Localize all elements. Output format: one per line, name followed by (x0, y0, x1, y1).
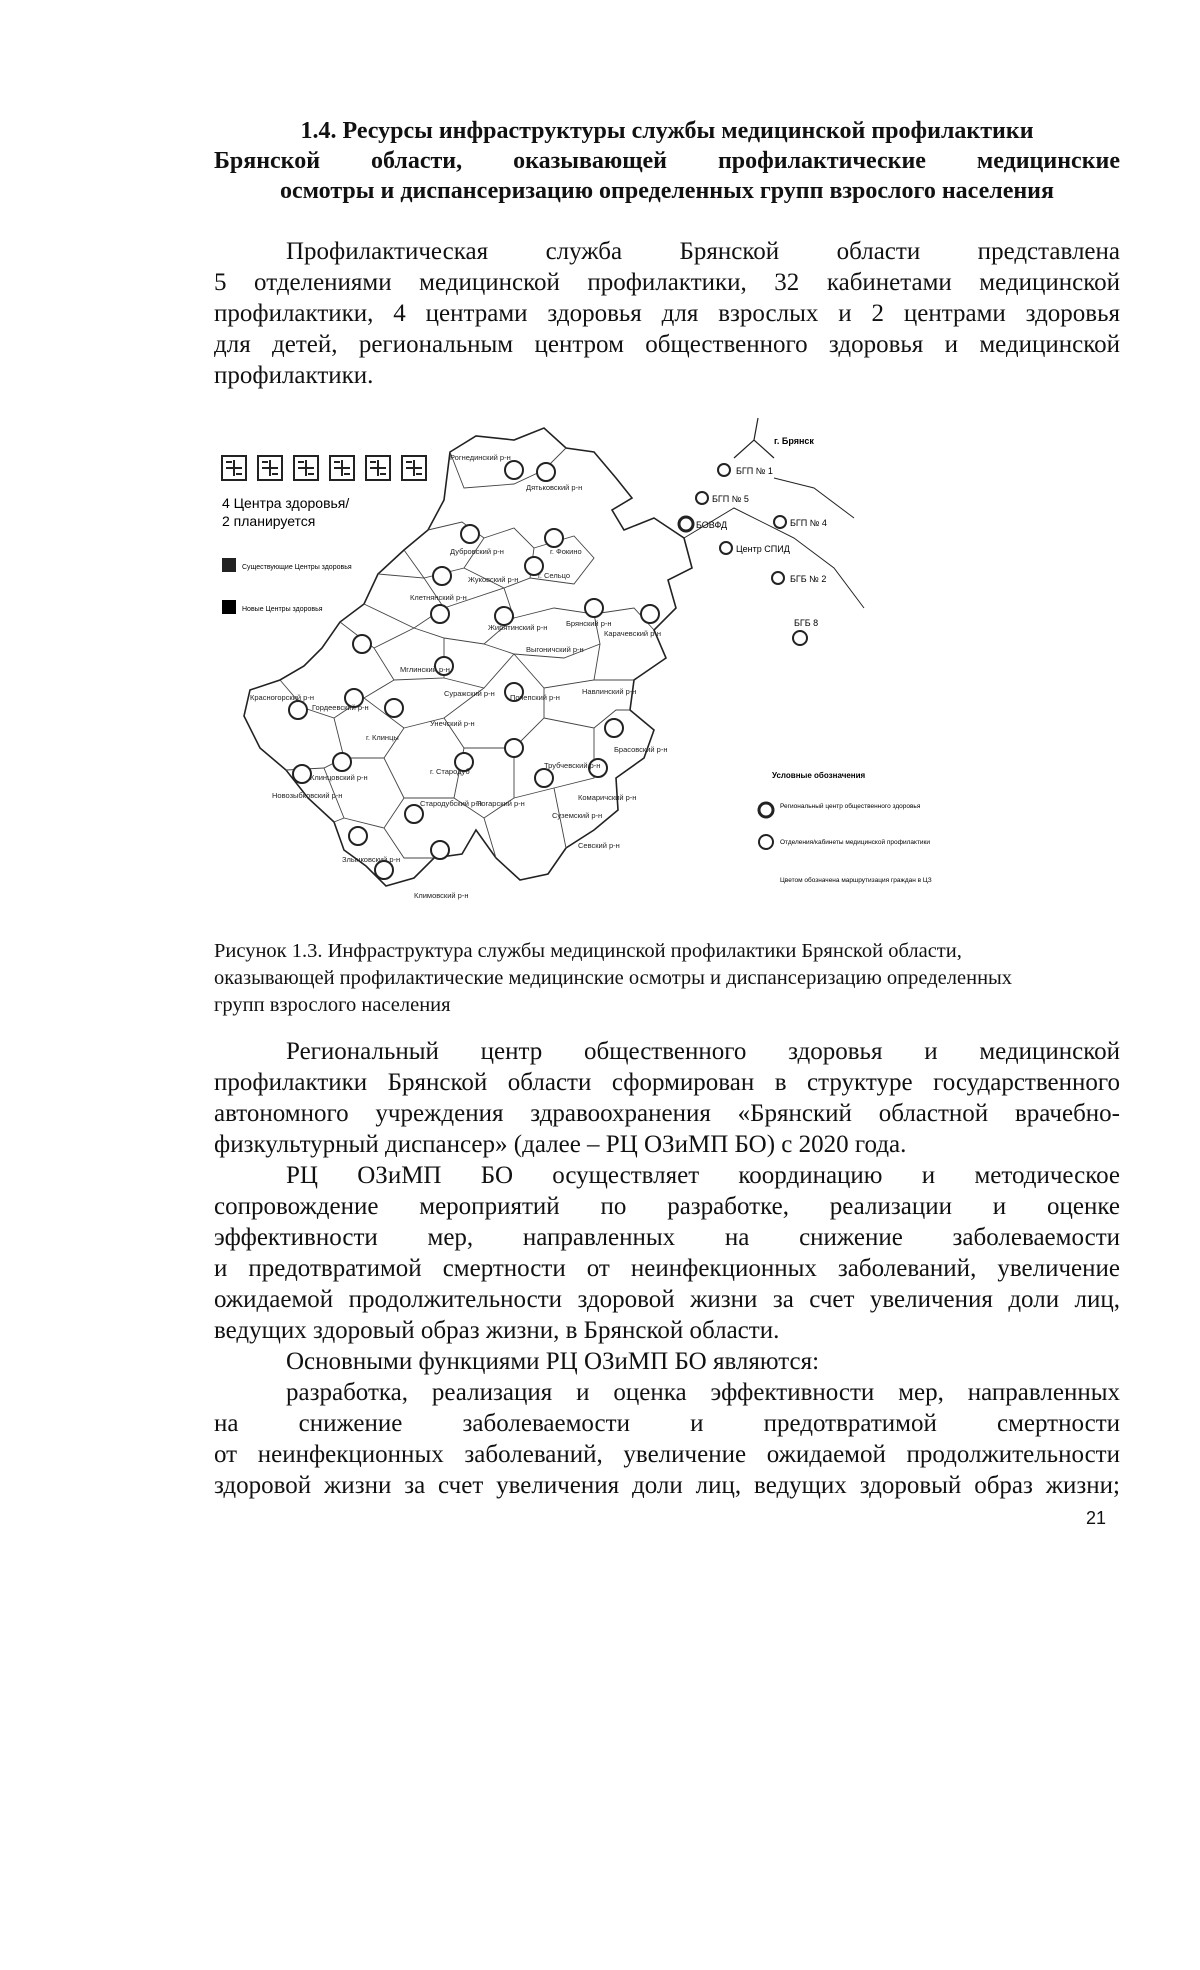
caption-line: Рисунок 1.3. Инфраструктура службы медицинской профилактики Брянской области, (214, 940, 962, 962)
district-label: Новозыбковский р-н (272, 791, 343, 800)
district-label: Дятьковский р-н (526, 483, 583, 492)
district-label: г. Стародуб (430, 767, 470, 776)
district-label: Клетнянский р-н (410, 593, 467, 602)
district-label: Рогнединский р-н (450, 453, 511, 462)
text-line: эффективности мер, направленных на снижение заболеваемости (214, 1224, 1120, 1251)
paragraph-functions-intro (214, 1346, 1120, 1377)
text-line: РЦ ОЗиМП БО осуществляет координацию и методическое (286, 1162, 1120, 1189)
district-label: Трубчевский р-н (544, 761, 601, 770)
district-label: Дубровский р-н (450, 547, 504, 556)
district-label: Гордеевский р-н (312, 703, 369, 712)
district-label: Суземский р-н (552, 811, 603, 820)
bryansk-city-inset (679, 418, 864, 645)
city-label: г. Брянск (774, 436, 814, 446)
map-legend (759, 771, 932, 884)
paragraph-center (214, 1036, 1120, 1160)
text-line: ведущих здоровый образ жизни, в Брянской области. (214, 1317, 780, 1344)
district-label: Комаричский р-н (578, 793, 637, 802)
figure-caption (214, 938, 1120, 1019)
city-facility: БГП № 5 (712, 494, 749, 504)
district-label: Суражский р-н (444, 689, 495, 698)
district-label: г. Клинцы (366, 733, 399, 742)
text-line: от неинфекционных заболеваний, увеличение ожидаемой продолжительности (214, 1441, 1120, 1468)
city-facility: БГП № 4 (790, 518, 827, 528)
district-label: Почепский р-н (510, 693, 560, 702)
text-line: профилактики. (214, 362, 374, 389)
legend-item: Региональный центр общественного здоровья (780, 803, 921, 810)
district-label: Климовский р-н (414, 891, 469, 900)
city-facility: БГБ № 2 (790, 574, 827, 584)
district-label: Жирятинский р-н (488, 623, 548, 632)
heading-line: осмотры и диспансеризацию определенных групп взрослого населения (279, 178, 1054, 204)
text-line: автономного учреждения здравоохранения «Брянский областной врачебно- (214, 1100, 1120, 1127)
caption-line: оказывающей профилактические медицинские осмотры и диспансеризацию определенных (214, 967, 1013, 989)
district-label: Клинцовский р-н (310, 773, 368, 782)
district-label: Карачевский р-н (604, 629, 662, 638)
legend-item: Отделения/кабинеты медицинской профилактики (780, 839, 931, 846)
text-line: Региональный центр общественного здоровья и медицинской (286, 1038, 1120, 1065)
text-line: 5 отделениями медицинской профилактики, 32 кабинетами медицинской (214, 269, 1120, 296)
district-label: Брянский р-н (566, 619, 612, 628)
text-line: на снижение заболеваемости и предотвратимой смертности (214, 1410, 1120, 1437)
legend-item: Цветом обозначена маршрутизация граждан в ЦЗ (780, 877, 932, 884)
district-label: Жуковский р-н (468, 575, 519, 584)
section-heading (214, 116, 1120, 206)
legend-new: Новые Центры здоровья (242, 606, 323, 613)
page-number: 21 (1086, 1508, 1107, 1528)
text-line: Основными функциями РЦ ОЗиМП БО являются: (286, 1348, 820, 1375)
district-label: Севский р-н (578, 841, 620, 850)
text-line: физкультурный диспансер» (далее – РЦ ОЗиМП БО) с 2020 года. (214, 1131, 907, 1158)
legend-existing: Существующие Центры здоровья (242, 564, 352, 571)
district-label: Красногорский р-н (250, 693, 314, 702)
city-facility: БГП № 1 (736, 466, 773, 476)
city-facility: БОВФД (696, 520, 728, 530)
district-label: Погарский р-н (476, 799, 525, 808)
heading-line: Брянской области, оказывающей профилактические медицинские (214, 148, 1120, 174)
district-label: Унечский р-н (430, 719, 475, 728)
district-label: г. Фокино (550, 547, 582, 556)
city-facility: БГБ 8 (794, 618, 819, 628)
paragraph-functions (214, 1377, 1120, 1501)
text-line: для детей, региональным центром общественного здоровья и медицинской (214, 331, 1120, 358)
district-label: Брасовский р-н (614, 745, 668, 754)
district-label: Мглинский р-н (400, 665, 450, 674)
district-label: Навлинский р-н (582, 687, 637, 696)
text-line: сопровождение мероприятий по разработке, реализации и оценке (214, 1193, 1120, 1220)
paragraph-intro (214, 236, 1120, 391)
infrastructure-map (214, 418, 1120, 938)
text-line: разработка, реализация и оценка эффективности мер, направленных (286, 1379, 1120, 1406)
health-center-icons (222, 456, 426, 480)
city-facility: Центр СПИД (736, 544, 790, 554)
caption-line: групп взрослого населения (214, 994, 451, 1016)
text-line: профилактики Брянской области сформирован в структуре государственного (214, 1069, 1120, 1096)
figure-map (214, 418, 1120, 938)
text-line: ожидаемой продолжительности здоровой жизни за счет увеличения доли лиц, (214, 1286, 1120, 1313)
district-label: Стародубский р-н (420, 799, 482, 808)
legend-title: 2 планируется (222, 513, 316, 529)
legend-title: Условные обозначения (772, 771, 866, 780)
district-label: Злынковский р-н (342, 855, 401, 864)
legend-title: 4 Центра здоровья/ (222, 495, 350, 511)
district-label: г. Сельцо (538, 571, 570, 580)
heading-line: 1.4. Ресурсы инфраструктуры службы медицинской профилактики (300, 118, 1034, 144)
district-label: Выгоничский р-н (526, 645, 584, 654)
prevention-office-markers (289, 461, 662, 879)
text-line: профилактики, 4 центрами здоровья для взрослых и 2 центрами здоровья (214, 300, 1120, 327)
new-center-swatch (222, 600, 236, 614)
text-line: здоровой жизни за счет увеличения доли лиц, ведущих здоровый образ жизни; (214, 1472, 1120, 1499)
paragraph-coordination (214, 1160, 1120, 1346)
text-line: и предотвратимой смертности от неинфекционных заболеваний, увеличение (214, 1255, 1120, 1282)
text-line: Профилактическая служба Брянской области представлена (286, 238, 1120, 265)
existing-center-swatch (222, 558, 236, 572)
